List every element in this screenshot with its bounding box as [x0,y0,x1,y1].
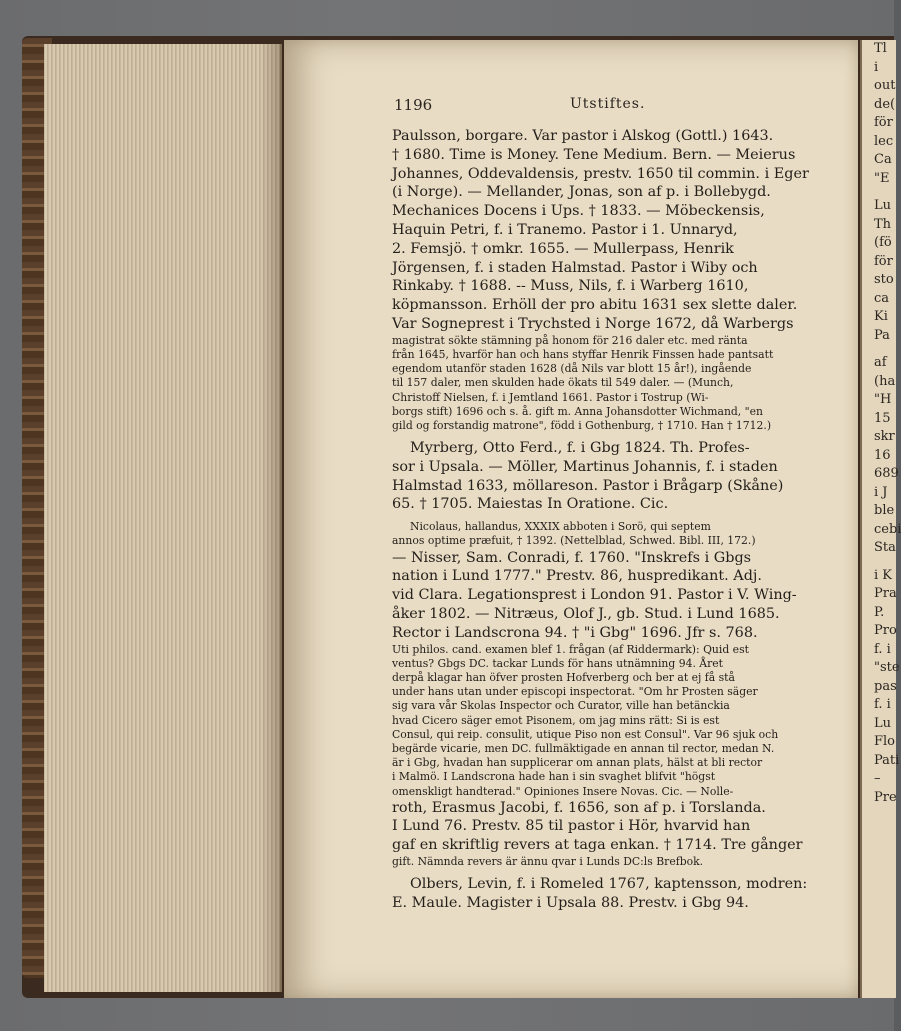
text-line: Rinkaby. † 1688. -- Muss, Nils, f. i Warberg 1610, [392,278,749,295]
text-line: Christoff Nielsen, f. i Jemtland 1661. Pastor i Tostrup (Wi- [392,390,709,404]
adjacent-page-fragment: "ste [874,660,900,675]
text-line: under hans utan under episcopi inspectorat. "Om hr Prosten säger [392,685,758,699]
adjacent-page-fragment: "E [874,170,890,186]
adjacent-page-fragment: "H [874,392,892,407]
text-line: Var Sogneprest i Trychsted i Norge 1672, då Warbergs [392,315,794,332]
text-line: egendom utanför staden 1628 (då Nils var blott 15 år!), ingående [392,362,752,376]
text-line: sig vara vår Skolas Inspector och Curator, ville han betänckia [392,699,730,713]
adjacent-page-fragment: Th [874,216,892,232]
adjacent-page-fragment: i J [874,484,888,500]
text-line: — Nisser, Sam. Conradi, f. 1760. "Inskrefs i Gbgs [392,549,752,566]
text-line: annos optime præfuit, † 1392. (Nettelblad, Schwed. Bibl. III, 172.) [392,534,756,548]
adjacent-page-fragment: – [874,771,881,786]
adjacent-page-fragment: sto [874,272,894,287]
text-line: † 1680. Time is Money. Tene Medium. Bern. — Meierus [392,146,796,163]
text-line: gild og forstandig matrone", född i Gothenburg, † 1710. Han † 1712.) [392,418,772,432]
text-line: Johannes, Oddevaldensis, prestv. 1650 til commin. i Eger [392,165,809,182]
text-line: gaf en skriftlig revers at taga enkan. † 1714. Tre gånger [392,837,803,854]
text-line: magistrat sökte stämning på honom för 216 daler etc. med ränta [392,333,748,347]
adjacent-page-fragment: ble [874,503,895,518]
text-line: (i Norge). — Mellander, Jonas, son af p. i Bollebygd. [392,184,771,201]
text-line: Mechanices Docens i Ups. † 1833. — Möbeckensis, [392,203,765,220]
text-line: Myrberg, Otto Ferd., f. i Gbg 1824. Th. Profes- [410,440,750,457]
text-line: Rector i Landscrona 94. † "i Gbg" 1696. Jfr s. 768. [392,624,758,641]
adjacent-page-fragment: ca [874,290,890,306]
adjacent-page-fragment: 15 [874,410,891,426]
adjacent-page-fragment: f. i [874,641,891,657]
text-line: Jörgensen, f. i staden Halmstad. Pastor i Wiby och [392,259,758,276]
adjacent-page-fragment: Pre [874,789,897,805]
adjacent-page-fragment: 689 [874,466,899,481]
text-line: hvad Cicero säger emot Pisonem, om jag mins rätt: Si is est [392,713,720,727]
adjacent-page-fragment: för [874,253,893,269]
adjacent-page-fragment: P. [874,604,885,620]
adjacent-page-fragment: Pa [874,327,890,343]
text-line: från 1645, hvarför han och hans styffar Henrik Finssen hade pantsatt [392,347,774,361]
adjacent-page-fragment: Pati [874,752,900,768]
text-line: E. Maule. Magister i Upsala 88. Prestv. i Gbg 94. [392,895,749,912]
adjacent-page-fragment: out [874,78,896,93]
adjacent-page-fragment: f. i [874,697,891,712]
adjacent-page-fragment: Lu [874,198,892,213]
adjacent-page-fragment: cebi [874,521,901,537]
text-line: Olbers, Levin, f. i Romeled 1767, kaptensson, modren: [410,876,808,893]
adjacent-page-fragment [862,345,896,354]
page-text-column [392,127,832,913]
text-line: åker 1802. — Nitræus, Olof J., gb. Stud. i Lund 1685. [392,606,780,623]
text-line: 65. † 1705. Maiestas In Oratione. Cic. [392,496,669,513]
adjacent-page-fragment: 16 [874,447,891,463]
text-line: sor i Upsala. — Möller, Martinus Johannis, f. i staden [392,458,778,475]
adjacent-page-fragment: Tl [874,41,887,56]
adjacent-page-edge [860,40,901,998]
text-line: Consul, qui reip. consulit, utique Piso non est Consul". Var 96 sjuk och [392,727,779,741]
adjacent-page-fragment: Sta [874,540,896,555]
adjacent-page-fragment: Flo [874,734,896,749]
text-line: Nicolaus, hallandus, XXXIX abboten i Sorö, qui septem [410,520,711,534]
adjacent-page-fragment: i K [874,567,893,583]
page-block-edges [44,44,282,992]
text-line: ventus? Gbgs DC. tackar Lunds för hans utnämning 94. Året [392,656,723,670]
adjacent-page-fragment: af [874,355,887,370]
text-line: Uti philos. cand. examen blef 1. frågan (af Riddermark): Quid est [392,642,749,656]
gutter-shadow [260,44,284,992]
running-head-title: Utstiftes. [570,96,646,112]
adjacent-page-fragment: (fö [874,235,892,250]
text-line: Halmstad 1633, möllareson. Pastor i Brågarp (Skåne) [392,477,784,494]
adjacent-page-fragment: (ha [874,373,896,389]
text-line: köpmansson. Erhöll der pro abitu 1631 sex slette daler. [392,297,798,314]
adjacent-page-fragment: Pro [874,623,897,638]
adjacent-page-fragment: Ca [874,152,892,167]
adjacent-page-fragment: Lu [874,715,892,731]
text-line: gift. Nämnda revers är ännu qvar i Lunds DC:ls Brefbok. [392,855,704,869]
adjacent-page-fragment [862,188,896,197]
text-line: nation i Lund 1777." Prestv. 86, huspredikant. Adj. [392,568,762,585]
adjacent-page-fragment: pas [874,678,897,694]
text-line: derpå klagar han öfver prosten Hofverberg och ber at ej få stå [392,671,735,684]
adjacent-page-fragment: de( [874,96,896,112]
text-line: begärde vicarie, men DC. fullmäktigade en annan til rector, medan N. [392,741,775,755]
text-line: I Lund 76. Prestv. 85 til pastor i Hör, hvarvid han [392,818,751,835]
adjacent-page-fragment: Ki [874,309,888,324]
adjacent-page-fragment: i [874,59,879,75]
adjacent-page-fragment: lec [874,133,894,149]
text-line: roth, Erasmus Jacobi, f. 1656, son af p. i Torslanda. [392,799,766,816]
adjacent-page-fragment [862,558,896,567]
text-line: Paulsson, borgare. Var pastor i Alskog (Gottl.) 1643. [392,128,774,144]
text-line: i Malmö. I Landscrona hade han i sin svaghet blifvit "högst [392,770,716,784]
text-line: til 157 daler, men skulden hade ökats til 549 daler. — (Munch, [392,376,734,390]
text-line: är i Gbg, hvadan han supplicerar om annan plats, hälst at bli rector [392,756,763,770]
text-line: omenskligt handterad." Opiniones Insere Novas. Cic. — Nolle- [392,784,734,798]
text-line: borgs stift) 1696 och s. å. gift m. Anna Johansdotter Wichmand, "en [392,404,763,418]
page-number: 1196 [394,96,433,114]
text-line: Haquin Petri, f. i Tranemo. Pastor i 1. Unnaryd, [392,221,738,238]
running-head [394,96,820,114]
adjacent-page-fragment: skr [874,429,895,444]
text-line: vid Clara. Legationsprest i London 91. Pastor i V. Wing- [392,587,797,604]
adjacent-page-fragment: Pra [874,586,897,601]
adjacent-page-fragment: för [874,115,893,130]
text-line: 2. Femsjö. † omkr. 1655. — Mullerpass, Henrik [392,240,734,257]
